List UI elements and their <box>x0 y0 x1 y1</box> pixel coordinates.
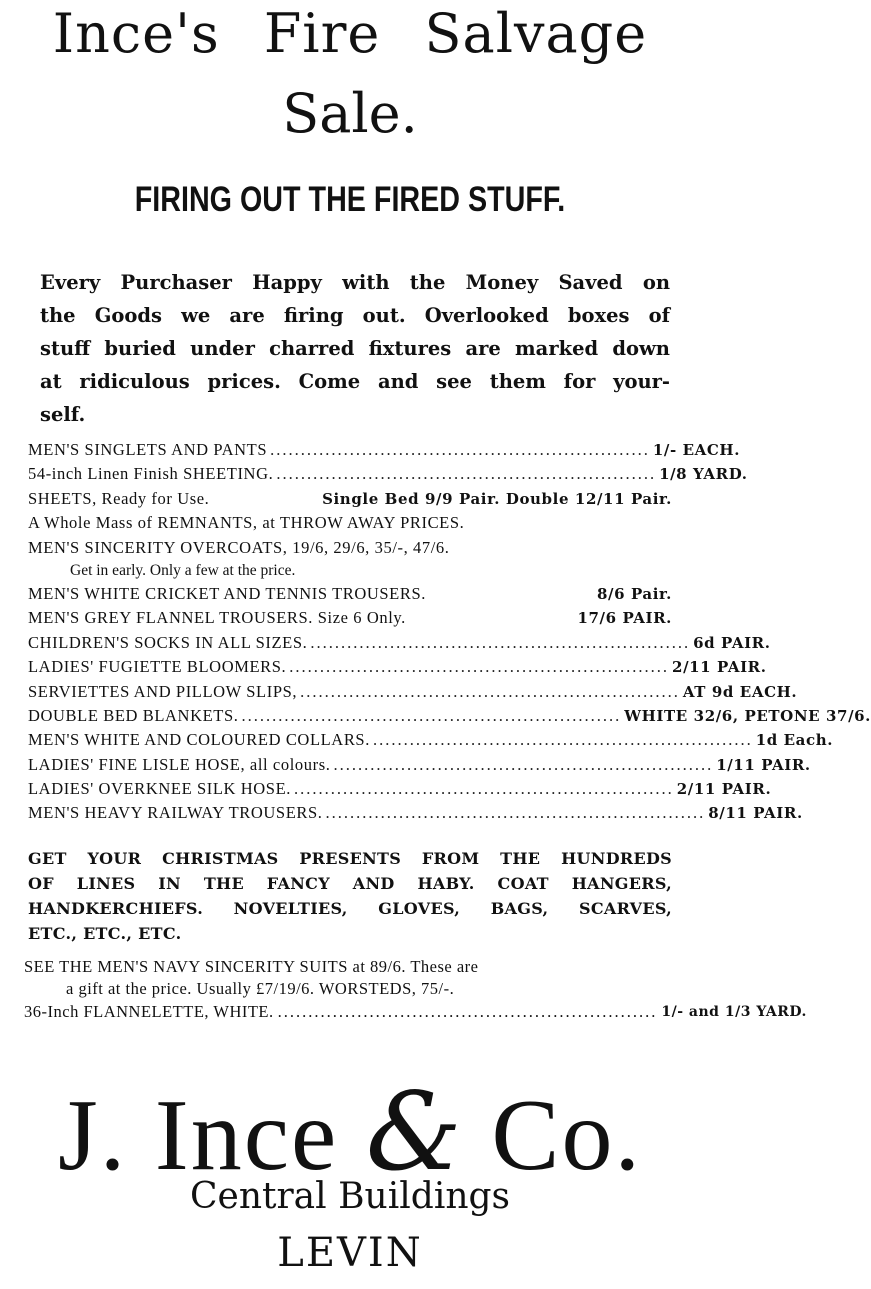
list-item <box>28 606 672 630</box>
item-price: 17/6 PAIR. <box>577 609 672 628</box>
christmas-notice <box>28 846 672 946</box>
item-price: 2/11 PAIR. <box>676 780 772 799</box>
item-description: MEN'S HEAVY RAILWAY TROUSERS. <box>28 803 323 823</box>
firm-town: LEVIN <box>277 1230 423 1276</box>
item-description: LADIES' FUGIETTE BLOOMERS. <box>28 657 287 677</box>
firm-address: Central Buildings <box>189 1176 511 1217</box>
item-price: 8/11 PAIR. <box>708 804 803 823</box>
intro-paragraph <box>40 266 670 431</box>
item-description: DOUBLE BED BLANKETS. <box>28 705 239 725</box>
item-note: Get in early. Only a few at the price. <box>70 561 296 579</box>
list-item <box>28 438 741 462</box>
item-description: MEN'S WHITE AND COLOURED COLLARS. <box>28 730 370 750</box>
flannelette-description: 36-Inch FLANNELETTE, WHITE. <box>24 1002 274 1021</box>
item-description: MEN'S WHITE CRICKET AND TENNIS TROUSERS. <box>28 583 426 603</box>
item-price: Single Bed 9/9 Pair. Double 12/11 Pair. <box>322 489 672 508</box>
item-description: MEN'S GREY FLANNEL TROUSERS. Size 6 Only. <box>28 608 406 628</box>
item-description: LADIES' OVERKNEE SILK HOSE. <box>28 779 291 799</box>
headline-line-2: Sale. <box>282 82 418 145</box>
list-item <box>28 536 672 560</box>
firm-ampersand: & <box>365 1070 464 1195</box>
christmas-line: OF LINES IN THE FANCY AND HABY. COAT HANGERS, <box>28 874 672 893</box>
intro-line: stuff buried under charred fixtures are marked down <box>40 337 670 360</box>
leader-dots: .............................................................. <box>294 779 674 799</box>
leader-dots: .............................................................. <box>241 705 622 725</box>
item-description: A Whole Mass of REMNANTS, at THROW AWAY PRICES. <box>28 513 465 533</box>
item-price: 1/8 YARD. <box>659 465 748 484</box>
item-price: 1d Each. <box>755 731 834 750</box>
list-item <box>28 582 672 606</box>
item-description: MEN'S SINCERITY OVERCOATS, 19/6, 29/6, 35/-, 47/6. <box>28 537 450 557</box>
intro-line: Every Purchaser Happy with the Money Saved on <box>40 271 670 294</box>
list-item <box>28 728 834 752</box>
leader-dots: .............................................................. <box>372 730 753 750</box>
leader-dots: .............................................................. <box>276 464 657 484</box>
list-item <box>28 462 748 486</box>
leader-dots: .............................................................. <box>310 632 691 652</box>
item-description: LADIES' FINE LISLE HOSE, all colours. <box>28 754 331 774</box>
firm-name-part-1: J. Ince <box>58 1079 366 1192</box>
item-description: SHEETS, Ready for Use. <box>28 488 210 508</box>
price-list <box>28 438 871 826</box>
christmas-line: HANDKERCHIEFS. NOVELTIES, GLOVES, BAGS, SCARVES, <box>28 899 672 918</box>
leader-dots: .............................................................. <box>300 681 680 701</box>
christmas-line: ETC., ETC., ETC. <box>28 924 182 943</box>
list-item <box>28 487 672 511</box>
list-item <box>28 777 772 801</box>
item-price: 8/6 Pair. <box>596 584 672 603</box>
item-price: 1/- EACH. <box>652 441 741 459</box>
suits-notice <box>24 956 674 1000</box>
item-description: CHILDREN'S SOCKS IN ALL SIZES. <box>28 632 308 652</box>
suits-line-2: a gift at the price. Usually £7/19/6. WORSTEDS, 75/-. <box>66 979 455 998</box>
leader-dots: .............................................................. <box>270 440 650 459</box>
intro-line: the Goods we are firing out. Overlooked boxes of <box>40 304 670 327</box>
list-item <box>28 631 771 655</box>
intro-line: at ridiculous prices. Come and see them for your- <box>40 370 670 393</box>
item-price: AT 9d EACH. <box>682 682 798 701</box>
headline-line-1: Ince's Fire Salvage <box>52 2 648 65</box>
item-price: 1/11 PAIR. <box>716 755 811 774</box>
list-item <box>28 655 767 679</box>
item-price: WHITE 32/6, PETONE 37/6. <box>624 706 871 725</box>
firm-name <box>0 1070 700 1195</box>
item-price: 6d PAIR. <box>693 633 771 652</box>
list-item <box>28 801 803 825</box>
leader-dots: .............................................................. <box>325 803 706 823</box>
intro-line: self. <box>40 403 86 426</box>
subheading: FIRING OUT THE FIRED STUFF. <box>134 180 566 219</box>
christmas-line: GET YOUR CHRISTMAS PRESENTS FROM THE HUNDREDS <box>28 849 672 868</box>
list-item <box>28 511 672 535</box>
leader-dots: .............................................................. <box>277 1002 658 1021</box>
flannelette-item <box>24 1000 807 1024</box>
item-description: 54-inch Linen Finish SHEETING. <box>28 464 274 484</box>
item-description: SERVIETTES AND PILLOW SLIPS, <box>28 681 298 701</box>
list-item <box>28 704 871 728</box>
leader-dots: .............................................................. <box>289 657 670 677</box>
list-item <box>28 680 798 704</box>
leader-dots: .............................................................. <box>333 754 714 774</box>
list-item <box>28 753 811 777</box>
item-price: 2/11 PAIR. <box>672 658 767 677</box>
suits-line-1: SEE THE MEN'S NAVY SINCERITY SUITS at 89/6. These are <box>24 957 479 976</box>
item-description: MEN'S SINGLETS AND PANTS <box>28 440 268 459</box>
firm-name-part-2: Co. <box>463 1079 642 1192</box>
flannelette-price: 1/- and 1/3 YARD. <box>661 1004 807 1020</box>
